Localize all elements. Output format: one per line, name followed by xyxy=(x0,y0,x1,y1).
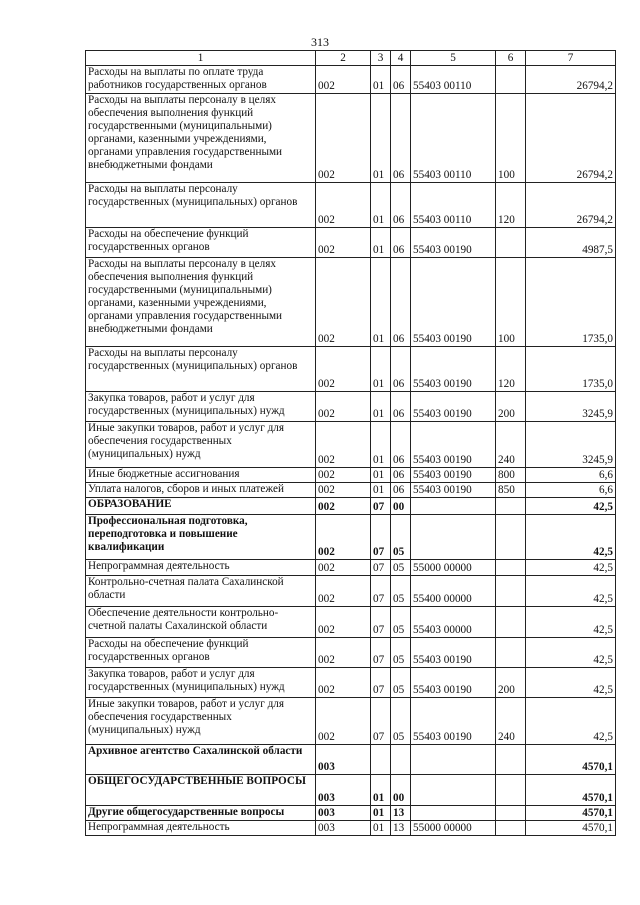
row-amount: 26794,2 xyxy=(526,66,616,94)
row-amount: 1735,0 xyxy=(526,347,616,392)
row-amount: 3245,9 xyxy=(526,392,616,422)
row-expense-type xyxy=(496,66,526,94)
row-amount: 42,5 xyxy=(526,498,616,515)
row-target-article: 55403 00190 xyxy=(411,638,496,668)
row-ministry-code: 002 xyxy=(316,228,371,258)
row-section: 07 xyxy=(371,560,391,576)
row-name: Иные закупки товаров, работ и услуг для обеспечения государственных (муниципальных) нужд xyxy=(86,422,316,468)
row-section: 01 xyxy=(371,775,391,806)
row-ministry-code: 002 xyxy=(316,468,371,483)
row-ministry-code: 002 xyxy=(316,515,371,560)
row-expense-type: 850 xyxy=(496,483,526,498)
row-ministry-code: 003 xyxy=(316,775,371,806)
row-target-article xyxy=(411,498,496,515)
row-section: 07 xyxy=(371,607,391,638)
row-target-article: 55403 00190 xyxy=(411,483,496,498)
row-subsection: 06 xyxy=(391,228,411,258)
row-ministry-code: 002 xyxy=(316,498,371,515)
row-name: Непрограммная деятельность xyxy=(86,821,316,836)
row-target-article: 55403 00110 xyxy=(411,94,496,183)
row-section: 01 xyxy=(371,821,391,836)
row-expense-type xyxy=(496,498,526,515)
table-row xyxy=(86,698,616,745)
table-row xyxy=(86,422,616,468)
row-section: 07 xyxy=(371,698,391,745)
row-target-article: 55403 00190 xyxy=(411,228,496,258)
row-subsection: 00 xyxy=(391,775,411,806)
row-amount: 4987,5 xyxy=(526,228,616,258)
row-section: 01 xyxy=(371,422,391,468)
table-row xyxy=(86,745,616,775)
row-ministry-code: 002 xyxy=(316,560,371,576)
row-subsection: 06 xyxy=(391,392,411,422)
table-row xyxy=(86,468,616,483)
row-expense-type xyxy=(496,607,526,638)
row-section: 07 xyxy=(371,498,391,515)
row-name: Иные бюджетные ассигнования xyxy=(86,468,316,483)
row-expense-type: 120 xyxy=(496,347,526,392)
row-name: Расходы на обеспечение функций государственных органов xyxy=(86,638,316,668)
row-amount: 42,5 xyxy=(526,607,616,638)
row-expense-type: 240 xyxy=(496,422,526,468)
row-section: 07 xyxy=(371,668,391,698)
row-amount: 42,5 xyxy=(526,576,616,607)
row-target-article: 55403 00190 xyxy=(411,668,496,698)
table-row xyxy=(86,66,616,94)
row-subsection xyxy=(391,745,411,775)
column-header: 7 xyxy=(526,51,616,66)
row-name: Расходы на выплаты по оплате труда работников государственных органов xyxy=(86,66,316,94)
row-amount: 42,5 xyxy=(526,560,616,576)
row-target-article: 55403 00190 xyxy=(411,422,496,468)
row-ministry-code: 002 xyxy=(316,392,371,422)
column-header: 6 xyxy=(496,51,526,66)
row-expense-type xyxy=(496,775,526,806)
row-subsection: 05 xyxy=(391,560,411,576)
table-row xyxy=(86,258,616,347)
column-header: 1 xyxy=(86,51,316,66)
row-section: 01 xyxy=(371,347,391,392)
row-amount: 26794,2 xyxy=(526,183,616,228)
row-subsection: 06 xyxy=(391,258,411,347)
row-section: 01 xyxy=(371,806,391,821)
row-subsection: 13 xyxy=(391,806,411,821)
row-amount: 42,5 xyxy=(526,638,616,668)
row-ministry-code: 002 xyxy=(316,347,371,392)
row-section xyxy=(371,745,391,775)
page-number: 313 xyxy=(311,35,329,49)
row-amount: 1735,0 xyxy=(526,258,616,347)
row-expense-type xyxy=(496,821,526,836)
row-ministry-code: 003 xyxy=(316,806,371,821)
row-name: Уплата налогов, сборов и иных платежей xyxy=(86,483,316,498)
row-expense-type xyxy=(496,228,526,258)
table-row xyxy=(86,806,616,821)
row-amount: 4570,1 xyxy=(526,821,616,836)
row-target-article: 55403 00190 xyxy=(411,392,496,422)
row-ministry-code: 002 xyxy=(316,668,371,698)
table-row xyxy=(86,483,616,498)
table-row xyxy=(86,392,616,422)
table-row xyxy=(86,94,616,183)
table-row xyxy=(86,668,616,698)
row-ministry-code: 002 xyxy=(316,638,371,668)
row-section: 01 xyxy=(371,468,391,483)
table-row xyxy=(86,498,616,515)
row-section: 01 xyxy=(371,66,391,94)
row-section: 01 xyxy=(371,228,391,258)
row-ministry-code: 002 xyxy=(316,576,371,607)
row-target-article xyxy=(411,775,496,806)
row-expense-type xyxy=(496,560,526,576)
row-name: Обеспечение деятельности контрольно-счетной палаты Сахалинской области xyxy=(86,607,316,638)
row-name: Расходы на выплаты персоналу государственных (муниципальных) органов xyxy=(86,347,316,392)
row-subsection: 00 xyxy=(391,498,411,515)
column-header: 2 xyxy=(316,51,371,66)
row-target-article xyxy=(411,515,496,560)
row-amount: 42,5 xyxy=(526,515,616,560)
row-name: ОБРАЗОВАНИЕ xyxy=(86,498,316,515)
row-ministry-code: 002 xyxy=(316,607,371,638)
row-target-article xyxy=(411,745,496,775)
row-amount: 4570,1 xyxy=(526,745,616,775)
row-expense-type xyxy=(496,806,526,821)
row-expense-type: 240 xyxy=(496,698,526,745)
row-name: Архивное агентство Сахалинской области xyxy=(86,745,316,775)
row-name: Другие общегосударственные вопросы xyxy=(86,806,316,821)
row-amount: 42,5 xyxy=(526,668,616,698)
row-ministry-code: 002 xyxy=(316,183,371,228)
row-target-article: 55403 00190 xyxy=(411,468,496,483)
row-subsection: 06 xyxy=(391,66,411,94)
row-subsection: 06 xyxy=(391,347,411,392)
row-name: Закупка товаров, работ и услуг для государственных (муниципальных) нужд xyxy=(86,392,316,422)
row-ministry-code: 003 xyxy=(316,821,371,836)
row-section: 07 xyxy=(371,515,391,560)
row-section: 01 xyxy=(371,483,391,498)
row-expense-type xyxy=(496,576,526,607)
row-ministry-code: 002 xyxy=(316,483,371,498)
row-name: Иные закупки товаров, работ и услуг для обеспечения государственных (муниципальных) нужд xyxy=(86,698,316,745)
row-expense-type xyxy=(496,638,526,668)
row-expense-type: 200 xyxy=(496,668,526,698)
column-header: 5 xyxy=(411,51,496,66)
row-subsection: 05 xyxy=(391,638,411,668)
column-header: 3 xyxy=(371,51,391,66)
row-ministry-code: 003 xyxy=(316,745,371,775)
row-name: Расходы на обеспечение функций государственных органов xyxy=(86,228,316,258)
row-target-article: 55403 00000 xyxy=(411,607,496,638)
row-ministry-code: 002 xyxy=(316,258,371,347)
table-row xyxy=(86,775,616,806)
row-target-article: 55400 00000 xyxy=(411,576,496,607)
row-ministry-code: 002 xyxy=(316,422,371,468)
row-name: ОБЩЕГОСУДАРСТВЕННЫЕ ВОПРОСЫ xyxy=(86,775,316,806)
row-name: Расходы на выплаты персоналу в целях обеспечения выполнения функций государственными (муниципальными) органами, казенными учреждениями, органами управления государственными внебюджетными фондами xyxy=(86,94,316,183)
row-name: Расходы на выплаты персоналу государственных (муниципальных) органов xyxy=(86,183,316,228)
table-row xyxy=(86,183,616,228)
table-row xyxy=(86,821,616,836)
row-section: 07 xyxy=(371,576,391,607)
row-section: 07 xyxy=(371,638,391,668)
row-section: 01 xyxy=(371,183,391,228)
row-target-article: 55403 00190 xyxy=(411,258,496,347)
row-amount: 42,5 xyxy=(526,698,616,745)
row-subsection: 05 xyxy=(391,668,411,698)
row-expense-type: 200 xyxy=(496,392,526,422)
row-name: Контрольно-счетная палата Сахалинской области xyxy=(86,576,316,607)
row-target-article: 55403 00190 xyxy=(411,698,496,745)
table-row xyxy=(86,560,616,576)
row-ministry-code: 002 xyxy=(316,698,371,745)
column-header: 4 xyxy=(391,51,411,66)
row-amount: 4570,1 xyxy=(526,775,616,806)
row-target-article: 55000 00000 xyxy=(411,560,496,576)
row-subsection: 05 xyxy=(391,607,411,638)
row-target-article: 55403 00110 xyxy=(411,66,496,94)
row-amount: 6,6 xyxy=(526,468,616,483)
row-subsection: 06 xyxy=(391,468,411,483)
row-subsection: 06 xyxy=(391,422,411,468)
row-ministry-code: 002 xyxy=(316,94,371,183)
row-amount: 4570,1 xyxy=(526,806,616,821)
row-target-article: 55403 00110 xyxy=(411,183,496,228)
row-section: 01 xyxy=(371,94,391,183)
row-target-article xyxy=(411,806,496,821)
table-row xyxy=(86,607,616,638)
row-subsection: 05 xyxy=(391,576,411,607)
row-ministry-code: 002 xyxy=(316,66,371,94)
row-name: Расходы на выплаты персоналу в целях обеспечения выполнения функций государственными (муниципальными) органами, казенными учреждениями, органами управления государственными внебюджетными фондами xyxy=(86,258,316,347)
row-subsection: 05 xyxy=(391,698,411,745)
row-name: Закупка товаров, работ и услуг для государственных (муниципальных) нужд xyxy=(86,668,316,698)
row-amount: 6,6 xyxy=(526,483,616,498)
row-amount: 3245,9 xyxy=(526,422,616,468)
row-section: 01 xyxy=(371,258,391,347)
table-row xyxy=(86,576,616,607)
row-subsection: 13 xyxy=(391,821,411,836)
row-amount: 26794,2 xyxy=(526,94,616,183)
table-row xyxy=(86,515,616,560)
table-row xyxy=(86,228,616,258)
table-row xyxy=(86,347,616,392)
row-expense-type: 100 xyxy=(496,258,526,347)
row-expense-type: 120 xyxy=(496,183,526,228)
row-section: 01 xyxy=(371,392,391,422)
row-subsection: 06 xyxy=(391,183,411,228)
row-target-article: 55403 00190 xyxy=(411,347,496,392)
row-target-article: 55000 00000 xyxy=(411,821,496,836)
row-expense-type xyxy=(496,515,526,560)
row-name: Профессиональная подготовка, переподготовка и повышение квалификации xyxy=(86,515,316,560)
budget-table xyxy=(85,50,616,836)
row-subsection: 06 xyxy=(391,483,411,498)
row-subsection: 06 xyxy=(391,94,411,183)
row-expense-type xyxy=(496,745,526,775)
row-expense-type: 800 xyxy=(496,468,526,483)
row-subsection: 05 xyxy=(391,515,411,560)
row-name: Непрограммная деятельность xyxy=(86,560,316,576)
row-expense-type: 100 xyxy=(496,94,526,183)
table-row xyxy=(86,638,616,668)
header-row xyxy=(86,51,616,66)
